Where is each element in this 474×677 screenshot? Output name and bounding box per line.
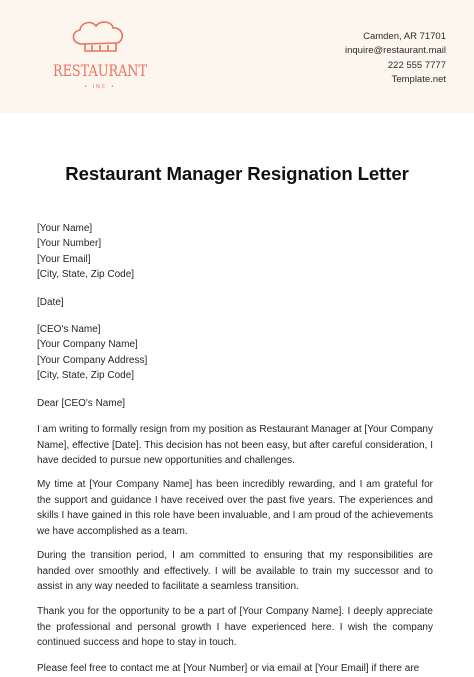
sender-block <box>37 221 437 282</box>
sender-city: [City, State, Zip Code] <box>37 268 135 280</box>
recipient-block <box>37 322 437 383</box>
paragraph-5: Please feel free to contact me at [Your Number] or via email at [Your Email] if there are <box>37 663 420 674</box>
letter-date: [Date] <box>37 297 64 308</box>
logo-wordmark: RESTAURANT <box>53 61 148 80</box>
restaurant-logo <box>50 18 150 98</box>
sender-number: [Your Number] <box>37 238 102 250</box>
paragraph-4: Thank you for the opportunity to be a part of [Your Company Name]. I deeply appreciate the professional and personal growth I have experienced here. I wish the company continued success and hope to stay in touch. <box>37 606 433 649</box>
paragraph-1: I am writing to formally resign from my position as Restaurant Manager at [Your Company Name], effective [Date]. This decision has not been easy, but after careful consideration, I have decided to pursue new opportunities and challenges. <box>37 424 433 467</box>
contact-email[interactable]: inquire@restaurant.mail <box>345 45 446 57</box>
page-title: Restaurant Manager Resignation Letter <box>65 163 409 184</box>
date-line <box>37 295 437 310</box>
recipient-company: [Your Company Name] <box>37 339 138 351</box>
paragraph-2: My time at [Your Company Name] has been incredibly rewarding, and I am grateful for the support and guidance I have received over the past five years. The experiences and skills I have gained in this role have been invaluable, and I am proud of the achievements we have accomplished as a team. <box>37 479 433 537</box>
recipient-name: [CEO's Name] <box>37 324 101 335</box>
contact-address: Camden, AR 71701 <box>363 31 446 42</box>
salutation <box>37 396 437 411</box>
recipient-address: [Your Company Address] <box>37 354 148 366</box>
sender-name: [Your Name] <box>37 223 93 234</box>
paragraph-3: During the transition period, I am committed to ensuring that my responsibilities are handed over smoothly and effectively. I will be available to train my successor and to assist in any way needed to facilitate a seamless transition. <box>37 550 433 593</box>
sender-email: [Your Email] <box>37 253 91 265</box>
contact-website[interactable]: Template.net <box>391 73 446 85</box>
logo-subtitle: • INC • <box>84 84 116 90</box>
salutation-text: Dear [CEO's Name] <box>37 398 126 409</box>
chef-hat-icon <box>73 22 122 51</box>
recipient-city: [City, State, Zip Code] <box>37 369 135 381</box>
contact-block <box>345 30 446 87</box>
contact-phone: 222 555 7777 <box>387 59 446 71</box>
